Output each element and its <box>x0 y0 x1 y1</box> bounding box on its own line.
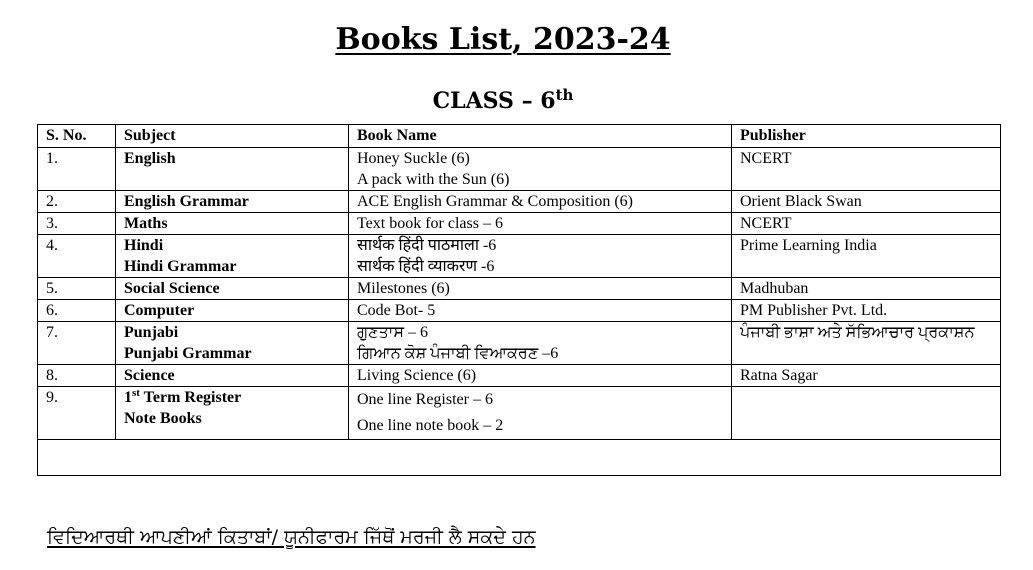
row-sno: 2. <box>38 191 116 213</box>
header-sno: S. No. <box>38 125 116 148</box>
book-line: Honey Suckle (6) <box>357 150 470 167</box>
book-line: A pack with the Sun (6) <box>357 171 510 188</box>
subject-line: Note Books <box>124 410 202 427</box>
table-row <box>38 387 1001 440</box>
table-row <box>38 278 1001 300</box>
subject-line: Punjabi Grammar <box>124 345 252 362</box>
books-table <box>37 124 1001 476</box>
header-publisher: Publisher <box>732 125 1001 148</box>
row-books <box>349 365 732 387</box>
row-sno: 8. <box>38 365 116 387</box>
subject-line: English Grammar <box>124 193 249 210</box>
page-title <box>0 20 1006 60</box>
row-sno: 7. <box>38 322 116 365</box>
row-publisher: Madhuban <box>732 278 1001 300</box>
row-sno: 4. <box>38 235 116 278</box>
subject-line <box>124 387 340 408</box>
book-line: Living Science (6) <box>357 367 477 384</box>
row-publisher: Ratna Sagar <box>732 365 1001 387</box>
table-row <box>38 191 1001 213</box>
table-header-row <box>38 125 1001 148</box>
book-line: सार्थक हिंदी पाठमाला -6 <box>357 237 497 254</box>
book-line: Code Bot- 5 <box>357 302 436 319</box>
header-subject: Subject <box>116 125 349 148</box>
row-publisher: PM Publisher Pvt. Ltd. <box>732 300 1001 322</box>
row-books <box>349 235 732 278</box>
table-row <box>38 322 1001 365</box>
row-publisher: Orient Black Swan <box>732 191 1001 213</box>
row-books <box>349 300 732 322</box>
row-books <box>349 191 732 213</box>
footer-note: ਵਿਦਿਆਰਥੀ ਆਪਣੀਆਂ ਕਿਤਾਬਾਂ/ ਯੂਨੀਫਾਰਮ ਜਿੱਥੋਂ ਮਰਜੀ ਲੈ ਸਕਦੇ ਹਨ <box>47 526 536 548</box>
row-books <box>349 387 732 440</box>
row-publisher: ਪੰਜਾਬੀ ਭਾਸ਼ਾ ਅਤੇ ਸੱਭਿਆਚਾਰ ਪ੍ਰਕਾਸ਼ਨ <box>732 322 1001 365</box>
class-heading-label: CLASS – 6 <box>432 88 556 114</box>
row-subject <box>116 191 349 213</box>
row-subject <box>116 235 349 278</box>
subject-line: Hindi <box>124 237 164 254</box>
table-row <box>38 235 1001 278</box>
book-line: One line note book – 2 <box>357 417 504 434</box>
table-row <box>38 300 1001 322</box>
empty-row <box>38 440 1001 476</box>
row-sno: 5. <box>38 278 116 300</box>
row-books <box>349 148 732 191</box>
book-line: सार्थक हिंदी व्याकरण -6 <box>357 258 495 275</box>
header-book-name: Book Name <box>349 125 732 148</box>
class-heading <box>0 86 1006 116</box>
row-subject <box>116 387 349 440</box>
row-books <box>349 278 732 300</box>
row-sno: 1. <box>38 148 116 191</box>
row-publisher: Prime Learning India <box>732 235 1001 278</box>
row-publisher <box>732 387 1001 440</box>
book-line: Milestones (6) <box>357 280 450 297</box>
book-line: ਗੁਣਤਾਸ – 6 <box>357 324 429 341</box>
row-sno: 3. <box>38 213 116 235</box>
subject-line: Science <box>124 367 175 384</box>
book-line: One line Register – 6 <box>357 391 493 408</box>
subject-line: Punjabi <box>124 324 179 341</box>
class-heading-suffix: th <box>555 86 574 104</box>
subject-line: Computer <box>124 302 195 319</box>
row-books <box>349 213 732 235</box>
row-subject <box>116 365 349 387</box>
subject-sup: st <box>132 387 140 399</box>
row-subject <box>116 148 349 191</box>
book-line: ACE English Grammar & Composition (6) <box>357 193 633 210</box>
row-publisher: NCERT <box>732 148 1001 191</box>
subject-line: English <box>124 150 176 167</box>
row-subject <box>116 278 349 300</box>
table-row <box>38 213 1001 235</box>
table-row <box>38 365 1001 387</box>
row-subject <box>116 322 349 365</box>
row-subject <box>116 213 349 235</box>
row-publisher: NCERT <box>732 213 1001 235</box>
row-sno: 6. <box>38 300 116 322</box>
book-line: ਗਿਆਨ ਕੋਸ਼ ਪੰਜਾਬੀ ਵਿਆਕਰਣ –6 <box>357 345 559 362</box>
row-sno: 9. <box>38 387 116 440</box>
page-title-text: Books List, 2023-24 <box>335 22 671 57</box>
row-books <box>349 322 732 365</box>
book-line: Text book for class – 6 <box>357 215 503 232</box>
subject-line: Social Science <box>124 280 220 297</box>
empty-cell <box>38 440 1001 476</box>
table-row <box>38 148 1001 191</box>
subject-line: Maths <box>124 215 168 232</box>
subject-rest: Term Register <box>139 389 242 406</box>
subject-line: Hindi Grammar <box>124 258 237 275</box>
row-subject <box>116 300 349 322</box>
subject-prefix: 1 <box>124 389 132 406</box>
